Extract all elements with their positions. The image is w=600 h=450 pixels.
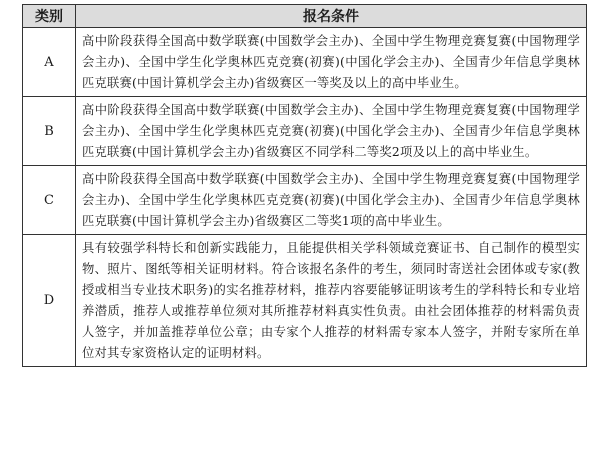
row-category: A [23, 28, 76, 97]
row-condition: 高中阶段获得全国高中数学联赛(中国数学会主办)、全国中学生物理竞赛复赛(中国物理学会主办)、全国中学生化学奥林匹克竞赛(初赛)(中国化学会主办)、全国青少年信息学奥林匹克联赛(中国计算机学会主办)省级赛区一等奖及以上的高中毕业生。 [76, 28, 587, 97]
row-condition: 高中阶段获得全国高中数学联赛(中国数学会主办)、全国中学生物理竞赛复赛(中国物理学会主办)、全国中学生化学奥林匹克竞赛(初赛)(中国化学会主办)、全国青少年信息学奥林匹克联赛(中国计算机学会主办)省级赛区不同学科二等奖2项及以上的高中毕业生。 [76, 97, 587, 166]
header-category: 类别 [23, 5, 76, 28]
row-condition: 高中阶段获得全国高中数学联赛(中国数学会主办)、全国中学生物理竞赛复赛(中国物理学会主办)、全国中学生化学奥林匹克竞赛(初赛)(中国化学会主办)、全国青少年信息学奥林匹克联赛(中国计算机学会主办)省级赛区二等奖1项的高中毕业生。 [76, 166, 587, 235]
header-conditions: 报名条件 [76, 5, 587, 28]
row-category: B [23, 97, 76, 166]
table-row [23, 166, 587, 235]
row-condition: 具有较强学科特长和创新实践能力，且能提供相关学科领域竞赛证书、自己制作的模型实物、照片、图纸等相关证明材料。符合该报名条件的考生，须同时寄送社会团体或专家(教授或相当专业技术职务)的实名推荐材料，推荐内容要能够证明该考生的学科特长和专业培养潜质，推荐人或推荐单位须对其所推荐材料真实性负责。由社会团体推荐的材料需负责人签字，并加盖推荐单位公章；由专家个人推荐的材料需专家本人签字，并附专家所在单位对其专家资格认定的证明材料。 [76, 235, 587, 367]
table-row [23, 235, 587, 367]
requirements-table [22, 4, 587, 367]
row-category: C [23, 166, 76, 235]
row-category: D [23, 235, 76, 367]
table-row [23, 28, 587, 97]
requirements-table-container [22, 4, 587, 367]
table-row [23, 97, 587, 166]
table-header-row [23, 5, 587, 28]
